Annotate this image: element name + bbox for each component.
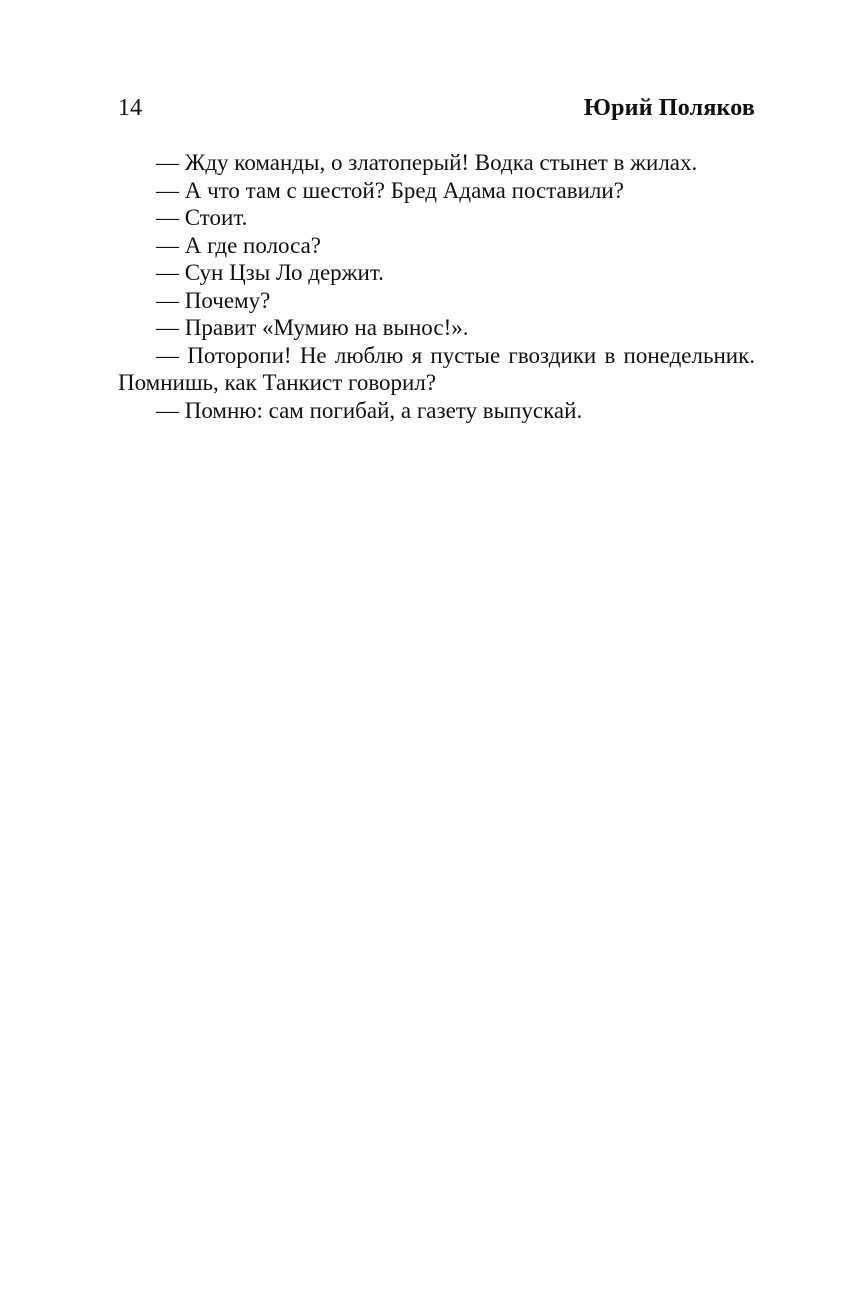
text-body	[118, 149, 755, 424]
dialogue-line: — А где полоса?	[156, 232, 322, 258]
dialogue-line: — Почему?	[156, 287, 271, 313]
running-head	[118, 92, 755, 124]
dialogue-line: — Сун Цзы Ло держит.	[156, 260, 384, 285]
dialogue-line: — Поторопи! Не люблю я пустые гвоздики в понедельник. Помнишь, как Танкист говорил?	[118, 342, 755, 395]
page-number: 14	[118, 95, 142, 121]
dialogue-line: — А что там с шестой? Бред Адама поставили?	[156, 177, 624, 203]
dialogue-line: — Жду команды, о златоперый! Водка стынет в жилах.	[156, 150, 698, 175]
dialogue-line: — Помню: сам погибай, а газету выпускай.	[156, 397, 583, 423]
dialogue-line: — Стоит.	[156, 205, 248, 230]
author-name: Юрий Поляков	[583, 95, 755, 121]
dialogue-line: — Правит «Мумию на вынос!».	[156, 315, 469, 340]
